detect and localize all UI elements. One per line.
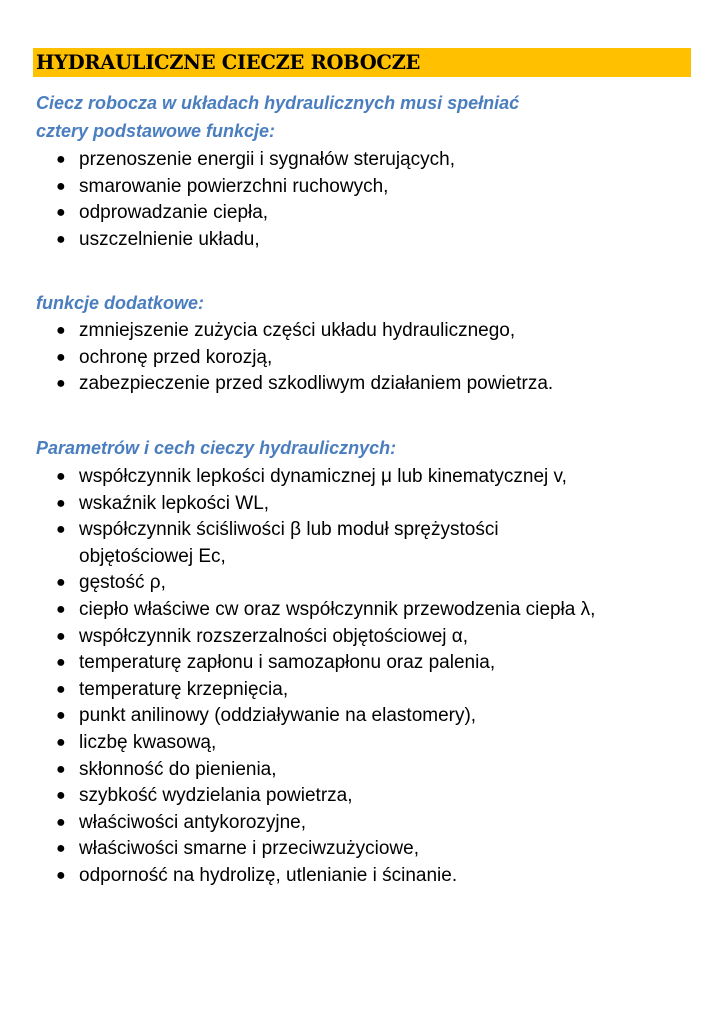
- bullet-icon: ●: [56, 322, 66, 339]
- list-item: [0, 597, 595, 624]
- list-item-text: przenoszenie energii i sygnałów sterujących,: [79, 149, 455, 170]
- list-item: [0, 174, 455, 201]
- bullet-icon: ●: [56, 574, 66, 592]
- bullet-icon: ●: [56, 840, 66, 858]
- list-item: [0, 703, 595, 730]
- bullet-icon: ●: [56, 204, 66, 222]
- bullet-icon: ●: [56, 375, 66, 393]
- bullet-icon: ●: [56, 733, 66, 751]
- list-item: [0, 345, 553, 372]
- list-item: [0, 836, 595, 863]
- list-item-text: punkt anilinowy (oddziaływanie na elastomery),: [79, 705, 477, 727]
- intro-heading-line-2: cztery podstawowe funkcje:: [36, 121, 276, 141]
- list-item-text: odprowadzanie ciepła,: [79, 202, 269, 224]
- bullet-icon: ●: [56, 177, 66, 195]
- bullet-icon: ●: [56, 151, 66, 168]
- bullet-icon: ●: [56, 468, 66, 485]
- list-item-text: smarowanie powierzchni ruchowych,: [79, 175, 389, 197]
- list-item-text: wskaźnik lepkości WL,: [79, 492, 270, 514]
- list-item: [0, 318, 553, 345]
- list-item-text: właściwości smarne i przeciwzużyciowe,: [79, 838, 419, 860]
- bullet-icon: ●: [56, 680, 66, 698]
- bullet-icon: ●: [56, 707, 66, 725]
- list-item-text: zmniejszenie zużycia części układu hydraulicznego,: [79, 320, 516, 341]
- list-item: [0, 650, 595, 677]
- list-item: [0, 783, 595, 810]
- list-item-text: współczynnik rozszerzalności objętościowej α,: [79, 625, 469, 647]
- list-item-text: współczynnik ściśliwości β lub moduł sprężystości: [79, 519, 499, 541]
- bullet-icon: ●: [56, 348, 66, 366]
- bullet-icon: ●: [56, 627, 66, 645]
- bullet-icon: ●: [56, 600, 66, 618]
- list-item: [0, 570, 595, 597]
- list-item: [0, 147, 455, 174]
- main-functions-list: [0, 147, 455, 253]
- list-item: [0, 371, 553, 398]
- parameters-list: [0, 464, 595, 890]
- bullet-icon: ●: [56, 760, 66, 778]
- extra-functions-list: [0, 318, 553, 398]
- list-item: [0, 464, 595, 491]
- bullet-icon: ●: [56, 866, 66, 884]
- bullet-icon: ●: [56, 787, 66, 805]
- list-item: [0, 200, 455, 227]
- list-item-text: ciepło właściwe cw oraz współczynnik przewodzenia ciepła λ,: [79, 598, 596, 620]
- list-item: [0, 677, 595, 704]
- list-item: [0, 730, 595, 757]
- bullet-icon: ●: [56, 230, 66, 248]
- page-title: HYDRAULICZNE CIECZE ROBOCZE: [36, 51, 421, 74]
- list-item: [0, 624, 595, 651]
- list-item-text: właściwości antykorozyjne,: [79, 811, 307, 833]
- bullet-icon: ●: [56, 813, 66, 831]
- list-item-text: odporność na hydrolizę, utlenianie i ścinanie.: [79, 864, 458, 886]
- list-item-text: zabezpieczenie przed szkodliwym działaniem powietrza.: [79, 373, 554, 395]
- list-item-text: szybkość wydzielania powietrza,: [79, 785, 353, 807]
- bullet-icon: ●: [56, 494, 66, 512]
- list-item: [0, 491, 595, 518]
- list-item: [0, 863, 595, 890]
- list-item: [0, 227, 455, 254]
- list-item: [0, 757, 595, 784]
- list-item-text: współczynnik lepkości dynamicznej μ lub kinematycznej v,: [79, 466, 567, 487]
- list-item-text: liczbę kwasową,: [79, 731, 217, 753]
- intro-heading-line-1: Ciecz robocza w układach hydraulicznych musi spełniać: [36, 93, 520, 113]
- list-item-text: skłonność do pienienia,: [79, 758, 277, 780]
- parameters-heading: Parametrów i cech cieczy hydraulicznych:: [36, 438, 397, 458]
- list-item-text: temperaturę zapłonu i samozapłonu oraz palenia,: [79, 652, 496, 674]
- extra-functions-heading: funkcje dodatkowe:: [36, 293, 205, 313]
- list-item-continuation: [0, 544, 595, 571]
- bullet-icon: ●: [56, 654, 66, 672]
- list-item-text: gęstość ρ,: [79, 572, 166, 594]
- title-bar: [33, 48, 691, 77]
- list-item-text: ochronę przed korozją,: [79, 346, 273, 368]
- list-item: [0, 810, 595, 837]
- list-item-text: uszczelnienie układu,: [79, 228, 260, 250]
- list-item-text: temperaturę krzepnięcia,: [79, 678, 289, 700]
- bullet-icon: ●: [56, 521, 66, 539]
- list-item-text: objętościowej Ec,: [79, 545, 226, 567]
- list-item: [0, 517, 595, 544]
